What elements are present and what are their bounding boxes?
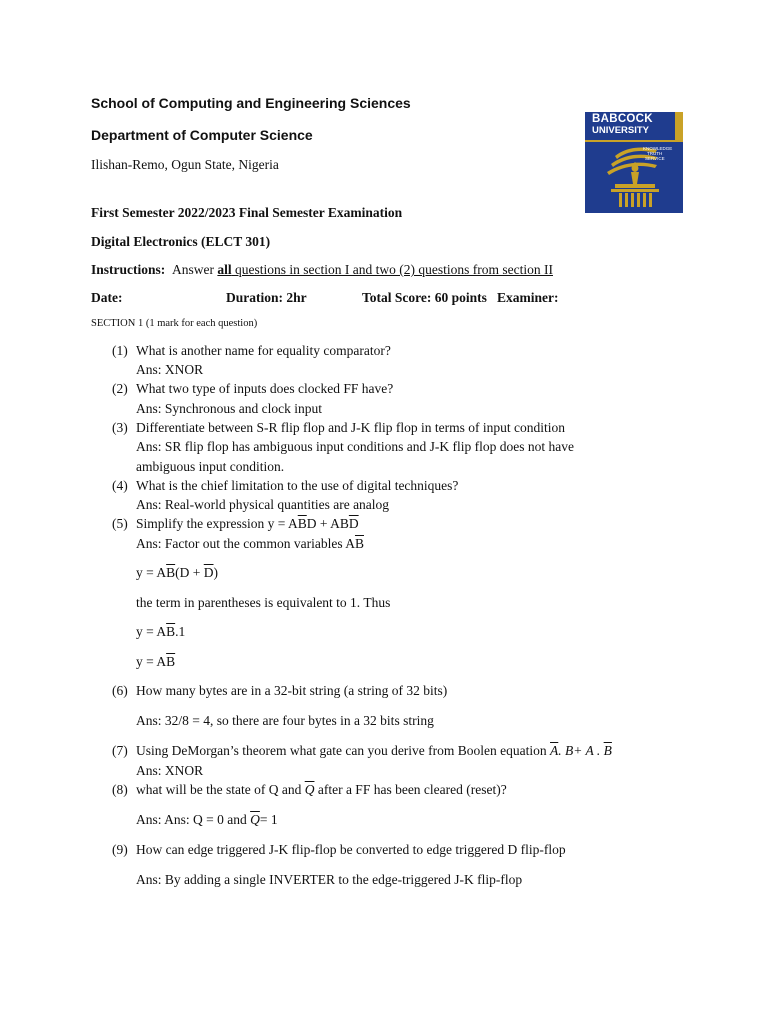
question-number: (1)	[112, 343, 128, 358]
school-name: School of Computing and Engineering Sciences	[91, 95, 411, 111]
b-bar: $\overline{B}$	[297, 516, 307, 531]
expr-part: )	[213, 565, 218, 580]
question-text: What is another name for equality comparator?	[136, 343, 391, 358]
b-bar: $\overline{B}$	[166, 565, 176, 580]
question-7	[112, 743, 612, 759]
question-number: (3)	[112, 420, 128, 435]
question-text: How many bytes are in a 32-bit string (a string of 32 bits)	[136, 683, 448, 698]
answer-5-line2	[136, 565, 218, 581]
answer-3-line1: Ans: SR flip flop has ambiguous input conditions and J-K flip flop does not have	[136, 439, 574, 454]
instructions-text-pre: Answer	[172, 262, 218, 277]
course-title: Digital Electronics (ELCT 301)	[91, 234, 271, 249]
total-score-label: Total Score: 60 points	[362, 290, 487, 305]
expr-part: (D +	[175, 565, 204, 580]
logo-motto-3: SERVICE	[645, 156, 665, 161]
question-9	[112, 842, 566, 858]
question-number: (2)	[112, 381, 128, 396]
answer-3-line2: ambiguous input condition.	[136, 459, 285, 474]
department-name: Department of Computer Science	[91, 127, 313, 143]
torch-emblem-icon	[585, 112, 683, 213]
instructions-all: all	[217, 262, 232, 277]
answer-9: Ans: By adding a single INVERTER to the edge-triggered J-K flip-flop	[136, 872, 523, 887]
section-title: SECTION 1 (1 mark for each question)	[91, 318, 258, 329]
answer-6: Ans: 32/8 = 4, so there are four bytes in a 32 bits string	[136, 713, 434, 728]
duration-label: Duration: 2hr	[226, 290, 307, 305]
answer-5-line5	[136, 654, 175, 670]
answer-8	[136, 812, 278, 828]
question-5	[112, 516, 359, 532]
question-4	[112, 478, 458, 494]
instructions-text-post: questions in section I and two (2) questions from section II	[231, 262, 553, 277]
question-number: (6)	[112, 683, 128, 698]
logo-text-line1: BABCOCK	[592, 113, 653, 125]
answer-7: Ans: XNOR	[136, 763, 204, 778]
logo-text-line2: UNIVERSITY	[592, 125, 650, 136]
question-text: What two type of inputs does clocked FF have?	[136, 381, 394, 396]
d-bar: $\overline{D}$	[203, 565, 214, 580]
expr-part: y = A	[136, 624, 167, 639]
question-1	[112, 343, 391, 359]
question-number: (7)	[112, 743, 128, 758]
d-bar: $\overline{D}$	[348, 516, 359, 531]
question-number: (9)	[112, 842, 128, 857]
expr-part: y = A	[136, 565, 167, 580]
b-bar: $\overline{B}$	[603, 743, 612, 758]
answer-5-line3: the term in parentheses is equivalent to 1. Thus	[136, 595, 391, 610]
question-text-mid: D + AB	[306, 516, 349, 531]
expr-part: .1	[175, 624, 186, 639]
instructions-label: Instructions:	[91, 262, 166, 277]
question-number: (5)	[112, 516, 128, 531]
question-text: Differentiate between S-R flip flop and J-K flip flop in terms of input condition	[136, 420, 566, 435]
b-bar: $\overline{B}$	[166, 624, 176, 639]
question-text-post: after a FF has been cleared (reset)?	[314, 782, 507, 797]
question-3	[112, 420, 565, 436]
expr-part: y = A	[136, 654, 167, 669]
equation-mid: . B+ A .	[558, 743, 604, 758]
date-label: Date:	[91, 290, 123, 305]
answer-5-line1	[136, 536, 364, 552]
answer-4: Ans: Real-world physical quantities are analog	[136, 497, 390, 512]
answer-text: Ans: Factor out the common variables A	[136, 536, 355, 551]
question-text-pre: what will be the state of Q and	[136, 782, 305, 797]
question-text: How can edge triggered J-K flip-flop be converted to edge triggered D flip-flop	[136, 842, 566, 857]
instructions	[91, 262, 553, 278]
question-2	[112, 381, 393, 397]
answer-text: Ans: Ans: Q = 0 and	[136, 812, 251, 827]
a-bar: $\overline{A}$	[550, 743, 559, 758]
q-bar: $\overline{Q}$	[250, 812, 260, 827]
question-text-pre: Simplify the expression y = A	[136, 516, 298, 531]
location: Ilishan-Remo, Ogun State, Nigeria	[91, 157, 279, 172]
b-bar: $\overline{B}$	[166, 654, 176, 669]
question-text: Using DeMorgan’s theorem what gate can you derive from Boolen equation	[136, 743, 551, 758]
question-number: (8)	[112, 782, 128, 797]
answer-text: = 1	[259, 812, 278, 827]
babcock-university-logo	[585, 112, 683, 213]
question-number: (4)	[112, 478, 128, 493]
b-bar: $\overline{B}$	[354, 536, 364, 551]
logo-motto-2: TRUTH	[647, 151, 663, 156]
logo-motto-1: KNOWLEDGE	[643, 146, 673, 151]
question-text: What is the chief limitation to the use of digital techniques?	[136, 478, 459, 493]
answer-2: Ans: Synchronous and clock input	[136, 401, 322, 416]
exam-title: First Semester 2022/2023 Final Semester Examination	[91, 205, 403, 220]
question-6	[112, 683, 447, 699]
answer-5-line4	[136, 624, 185, 640]
answer-1: Ans: XNOR	[136, 362, 204, 377]
examiner-label: Examiner:	[497, 290, 559, 305]
q-bar: $\overline{Q}$	[304, 782, 315, 797]
question-8	[112, 782, 507, 798]
